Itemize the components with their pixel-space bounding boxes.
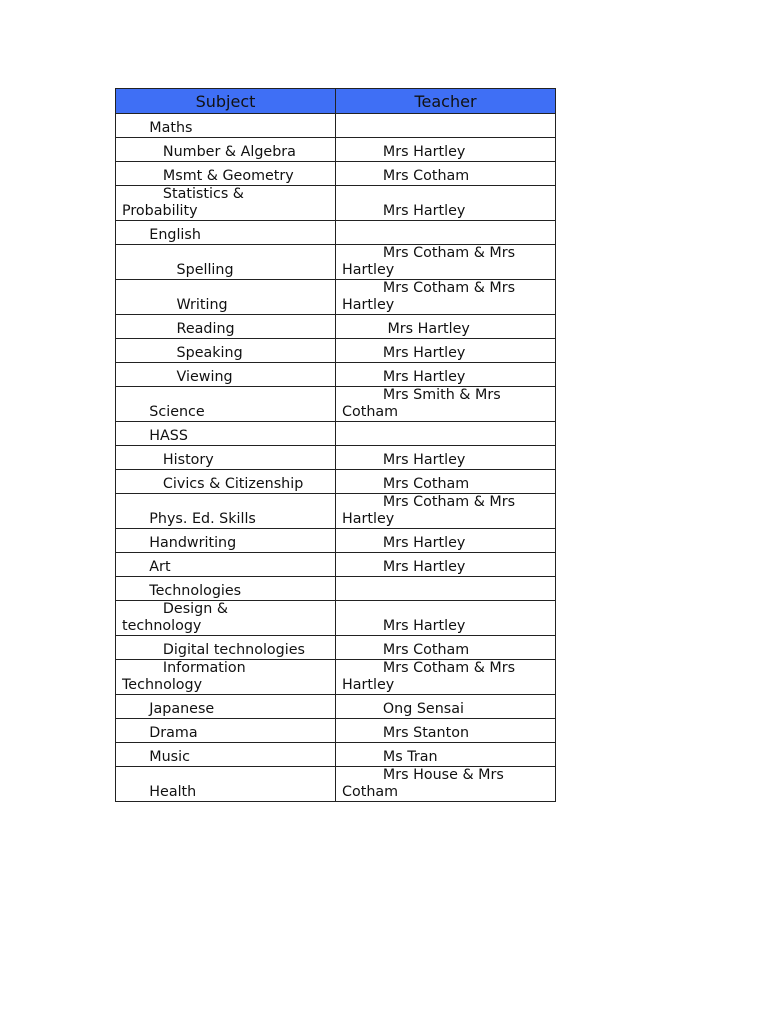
teacher-cell: Mrs Cotham & Mrs Hartley xyxy=(336,660,556,695)
subject-cell: Msmt & Geometry xyxy=(116,162,336,186)
subject-cell: Technologies xyxy=(116,577,336,601)
table-row xyxy=(116,422,556,446)
teacher-cell: Mrs Hartley xyxy=(336,339,556,363)
subject-cell: Design & technology xyxy=(116,601,336,636)
subject-cell: Drama xyxy=(116,719,336,743)
subject-cell: Art xyxy=(116,553,336,577)
subject-cell: Civics & Citizenship xyxy=(116,470,336,494)
teacher-cell: Mrs Cotham & Mrs Hartley xyxy=(336,280,556,315)
teacher-cell: Mrs Cotham xyxy=(336,162,556,186)
teacher-cell: Ms Tran xyxy=(336,743,556,767)
teacher-cell: Mrs Cotham xyxy=(336,636,556,660)
subject-cell: Speaking xyxy=(116,339,336,363)
subject-cell: Spelling xyxy=(116,245,336,280)
table-row xyxy=(116,695,556,719)
teacher-cell xyxy=(336,577,556,601)
teacher-cell: Mrs Hartley xyxy=(336,553,556,577)
teacher-cell: Mrs Hartley xyxy=(336,186,556,221)
subject-teacher-table xyxy=(115,88,556,802)
subject-header: Subject xyxy=(116,89,336,114)
table-row xyxy=(116,636,556,660)
teacher-cell xyxy=(336,221,556,245)
teacher-cell: Mrs Stanton xyxy=(336,719,556,743)
teacher-cell: Mrs Smith & Mrs Cotham xyxy=(336,387,556,422)
subject-cell: Science xyxy=(116,387,336,422)
table-row xyxy=(116,470,556,494)
subject-cell: Writing xyxy=(116,280,336,315)
subject-cell: History xyxy=(116,446,336,470)
table-row xyxy=(116,743,556,767)
teacher-cell: Mrs Hartley xyxy=(336,363,556,387)
subject-cell: Health xyxy=(116,767,336,802)
teacher-cell: Mrs Cotham & Mrs Hartley xyxy=(336,245,556,280)
table-row xyxy=(116,339,556,363)
table-row xyxy=(116,315,556,339)
table-row xyxy=(116,446,556,470)
subject-cell: Information Technology xyxy=(116,660,336,695)
subject-cell: Maths xyxy=(116,114,336,138)
table-row xyxy=(116,601,556,636)
table-row xyxy=(116,553,556,577)
teacher-header: Teacher xyxy=(336,89,556,114)
table-row xyxy=(116,494,556,529)
table-row xyxy=(116,114,556,138)
teacher-cell: Mrs Cotham & Mrs Hartley xyxy=(336,494,556,529)
teacher-cell: Mrs House & Mrs Cotham xyxy=(336,767,556,802)
subject-cell: Reading xyxy=(116,315,336,339)
teacher-cell: Mrs Hartley xyxy=(336,601,556,636)
subject-cell: Handwriting xyxy=(116,529,336,553)
subject-cell: Digital technologies xyxy=(116,636,336,660)
subject-cell: HASS xyxy=(116,422,336,446)
table-row xyxy=(116,138,556,162)
table-row xyxy=(116,186,556,221)
table-body xyxy=(116,114,556,802)
subject-cell: Japanese xyxy=(116,695,336,719)
table-row xyxy=(116,280,556,315)
subject-cell: English xyxy=(116,221,336,245)
table-row xyxy=(116,363,556,387)
table-row xyxy=(116,577,556,601)
teacher-cell: Mrs Hartley xyxy=(336,138,556,162)
subject-cell: Music xyxy=(116,743,336,767)
subject-cell: Number & Algebra xyxy=(116,138,336,162)
teacher-cell xyxy=(336,422,556,446)
table-row xyxy=(116,529,556,553)
teacher-cell: Mrs Hartley xyxy=(336,529,556,553)
table-row xyxy=(116,162,556,186)
subject-cell: Statistics & Probability xyxy=(116,186,336,221)
teacher-cell: Mrs Cotham xyxy=(336,470,556,494)
table-row xyxy=(116,660,556,695)
header-row xyxy=(116,89,556,114)
teacher-cell: Ong Sensai xyxy=(336,695,556,719)
teacher-cell xyxy=(336,114,556,138)
table-row xyxy=(116,245,556,280)
table-row xyxy=(116,767,556,802)
teacher-cell: Mrs Hartley xyxy=(336,446,556,470)
table-row xyxy=(116,221,556,245)
teacher-cell: Mrs Hartley xyxy=(336,315,556,339)
table-row xyxy=(116,719,556,743)
subject-cell: Phys. Ed. Skills xyxy=(116,494,336,529)
subject-cell: Viewing xyxy=(116,363,336,387)
table-row xyxy=(116,387,556,422)
